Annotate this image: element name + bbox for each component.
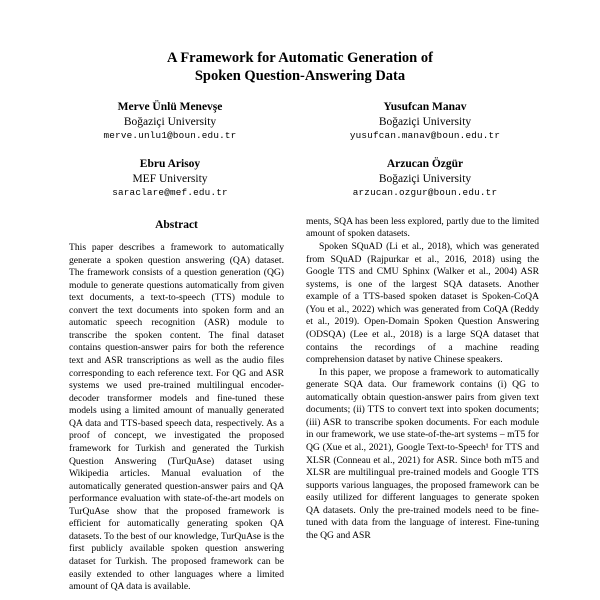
author-name: Arzucan Özgür	[386, 158, 464, 171]
author-block	[45, 100, 295, 142]
paper-title-line-1: A Framework for Automatic Generation of	[167, 50, 433, 66]
author-block	[295, 157, 555, 199]
author-name: Ebru Arisoy	[139, 158, 201, 171]
right-column	[306, 216, 539, 594]
body-paragraph: Spoken SQuAD (Li et al., 2018), which was generated from SQuAD (Rajpurkar et al., 2016, 2018) using the Google TTS and CMU Sphinx (Walker et al., 2004) ASR systems, is one of the largest SQA datasets. Another example of a TTS-based spoken dataset is Spoken-CoQA (You et al., 2022) which was generated from CoQA (Reddy et al., 2019). Open-Domain Spoken Question Answering (ODSQA) (Lee et al., 2018) is a large SQA dataset that contains the recordings of a machine reading comprehension dataset by native Chinese speakers.	[306, 241, 539, 366]
author-email: yusufcan.manav@boun.edu.tr	[349, 130, 501, 142]
author-email: saraclare@mef.edu.tr	[112, 186, 228, 198]
abstract-text	[60, 242, 293, 594]
author-block	[45, 157, 295, 199]
body-paragraph: ments, SQA has been less explored, partly due to the limited amount of spoken datasets.	[306, 215, 539, 240]
author-affiliation: Boğaziçi University	[378, 172, 472, 185]
abstract-paragraph: This paper describes a framework to automatically generate a spoken question answering (QA) dataset. The framework consists of a question generation (QG) module to generate questions automatically from given text documents, a text-to-speech (TTS) module to convert the text documents into spoken form and an automatic speech recognition (ASR) module to transcribe the spoken content. The final dataset contains question-answer pairs for both the reference text and ASR transcriptions as well as the audio files corresponding to each reference text. For QG and ASR systems we used pre-trained multilingual encoder-decoder transformer models and fine-tuned these models using a limited amount of manually generated QA data and TTS-based speech data, respectively. As a proof of concept, we investigated the proposed framework for Turkish and generated the Turkish Question Answering (TurQuAse) dataset using Wikipedia articles. Manual evaluation of the automatically generated question-answer pairs and QA performance evaluation with state-of-the-art models on TurQuAse show that the proposed framework is efficient for automatically generating spoken QA datasets. To the best of our knowledge, TurQuAse is the first publicly available spoken question answering dataset for Turkish. The proposed framework can be easily extended to other languages where a limited amount of QA data is available.	[69, 241, 284, 593]
paper-title-line-2: Spoken Question-Answering Data	[194, 67, 406, 84]
two-column-body	[0, 216, 600, 594]
author-name: Yusufcan Manav	[383, 101, 467, 114]
author-block-grid	[45, 100, 555, 199]
abstract-heading: Abstract	[155, 218, 198, 231]
author-block	[295, 100, 555, 142]
body-paragraph: In this paper, we propose a framework to automatically generate SQA data. Our framework contains (i) QG to automatically obtain question-answer pairs from given text documents; (ii) TTS to convert text into spoken documents; (iii) ASR to transcribe spoken documents. For each module in our framework, we use state-of-the-art systems – mT5 for QG (Xue et al., 2021), Google Text-to-Speech¹ for TTS and XLSR (Conneau et al., 2021) for ASR. Since both mT5 and XLSR are multilingual pre-trained models and Google TTS supports various languages, the proposed framework can be easily utilized for different languages to generate spoken QA datasets. Only the pre-trained models need to be fine-tuned with data from the language of interest. Fine-tuning the QG and ASR	[306, 366, 539, 541]
left-column	[60, 216, 293, 594]
author-email: arzucan.ozgur@boun.edu.tr	[352, 186, 498, 198]
author-email: merve.unlu1@boun.edu.tr	[103, 130, 237, 142]
author-affiliation: MEF University	[132, 172, 208, 185]
author-affiliation: Boğaziçi University	[123, 115, 217, 128]
paper-title	[40, 50, 560, 85]
author-affiliation: Boğaziçi University	[378, 115, 472, 128]
author-name: Merve Ünlü Menevşe	[117, 101, 223, 114]
